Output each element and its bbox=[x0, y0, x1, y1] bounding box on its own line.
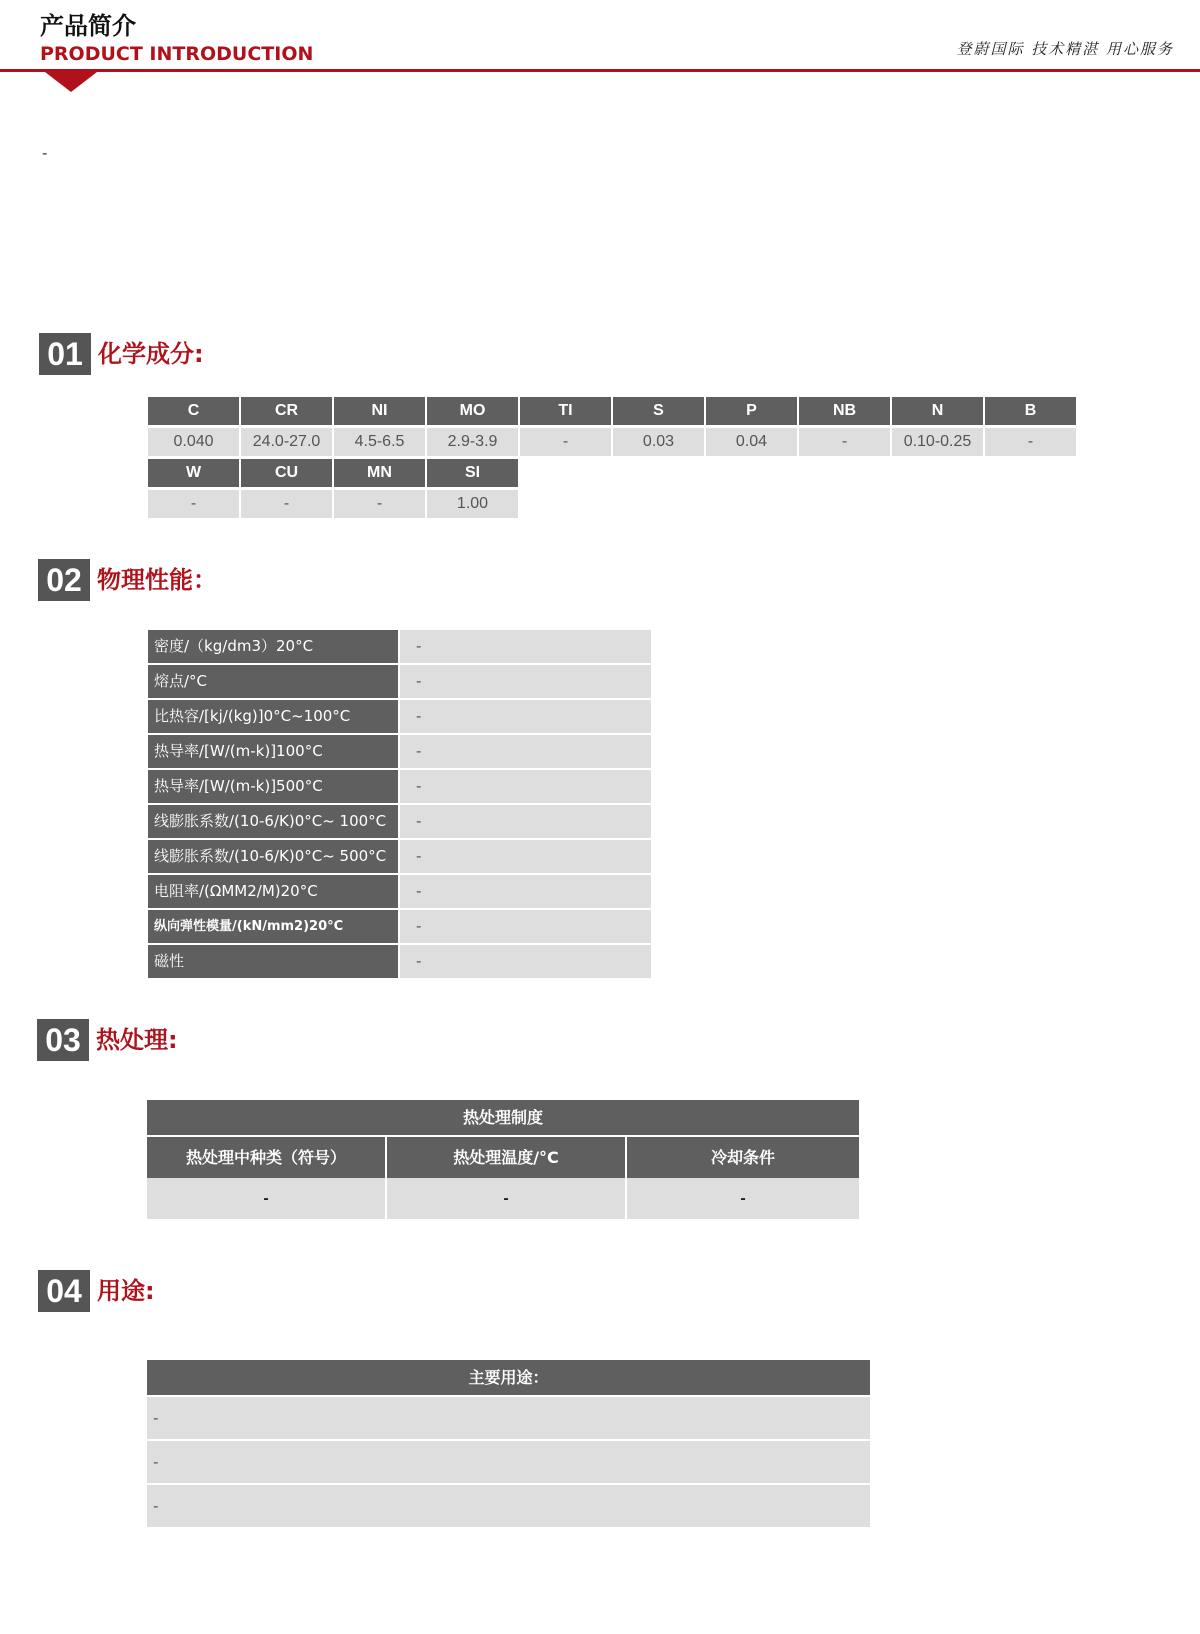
chem-value-row-1 bbox=[148, 428, 1078, 456]
chem-element-b: B bbox=[985, 397, 1076, 425]
phys-value: - bbox=[400, 630, 651, 663]
heat-value-temperature: - bbox=[387, 1178, 625, 1219]
chem-value-row-2 bbox=[148, 490, 1078, 518]
chem-element-ni: NI bbox=[334, 397, 425, 425]
heat-header-temperature: 热处理温度/°C bbox=[387, 1137, 625, 1178]
chem-value-mn: - bbox=[334, 490, 425, 518]
chem-value-ti: - bbox=[520, 428, 611, 456]
phys-label: 比热容/[kj/(kg)]0°C~100°C bbox=[148, 700, 398, 733]
table-row bbox=[148, 840, 651, 873]
phys-value: - bbox=[400, 770, 651, 803]
phys-label: 热导率/[W/(m-k)]500°C bbox=[148, 770, 398, 803]
physical-properties-table bbox=[148, 630, 651, 980]
phys-label: 线膨胀系数/(10-6/K)0°C~ 100°C bbox=[148, 805, 398, 838]
table-row bbox=[148, 875, 651, 908]
table-row bbox=[148, 700, 651, 733]
table-row bbox=[148, 945, 651, 978]
table-row bbox=[148, 770, 651, 803]
phys-value: - bbox=[400, 840, 651, 873]
chem-element-mn: MN bbox=[334, 459, 425, 487]
section-title-use: 用途: bbox=[97, 1277, 155, 1305]
chem-value-b: - bbox=[985, 428, 1076, 456]
chem-element-ti: TI bbox=[520, 397, 611, 425]
phys-value: - bbox=[400, 805, 651, 838]
list-item: - bbox=[147, 1441, 870, 1483]
heat-value-type: - bbox=[147, 1178, 385, 1219]
heat-header-row bbox=[147, 1137, 859, 1178]
chem-value-s: 0.03 bbox=[613, 428, 704, 456]
chem-header-row-2 bbox=[148, 459, 1078, 487]
section-number-phys: 02 bbox=[38, 559, 90, 601]
applications-table bbox=[147, 1360, 870, 1529]
phys-value: - bbox=[400, 700, 651, 733]
heat-treatment-table bbox=[147, 1100, 859, 1219]
use-table-title: 主要用途： bbox=[147, 1360, 870, 1395]
page-title-en: PRODUCT INTRODUCTION bbox=[40, 43, 314, 65]
table-row bbox=[148, 665, 651, 698]
chemical-composition-table bbox=[148, 397, 1078, 521]
chem-header-row-1 bbox=[148, 397, 1078, 425]
page-title-cn: 产品简介 bbox=[40, 12, 136, 40]
chem-value-cu: - bbox=[241, 490, 332, 518]
chem-element-s: S bbox=[613, 397, 704, 425]
phys-label: 线膨胀系数/(10-6/K)0°C~ 500°C bbox=[148, 840, 398, 873]
chem-element-p: P bbox=[706, 397, 797, 425]
table-row bbox=[148, 910, 651, 943]
company-slogan: 登蔚国际 技术精湛 用心服务 bbox=[956, 40, 1174, 58]
chem-element-n: N bbox=[892, 397, 983, 425]
chem-value-ni: 4.5-6.5 bbox=[334, 428, 425, 456]
section-title-heat: 热处理: bbox=[96, 1026, 178, 1054]
header-divider bbox=[0, 69, 1200, 72]
chem-element-mo: MO bbox=[427, 397, 518, 425]
heat-header-type: 热处理中种类（符号） bbox=[147, 1137, 385, 1178]
phys-label: 熔点/°C bbox=[148, 665, 398, 698]
chem-value-mo: 2.9-3.9 bbox=[427, 428, 518, 456]
section-title-chem: 化学成分: bbox=[98, 340, 204, 368]
chem-element-nb: NB bbox=[799, 397, 890, 425]
phys-label: 纵向弹性模量/(kN/mm2)20°C bbox=[148, 910, 398, 943]
phys-label: 电阻率/(ΩMM2/M)20°C bbox=[148, 875, 398, 908]
chem-value-nb: - bbox=[799, 428, 890, 456]
table-row bbox=[148, 735, 651, 768]
chem-value-n: 0.10-0.25 bbox=[892, 428, 983, 456]
phys-value: - bbox=[400, 735, 651, 768]
section-title-phys: 物理性能： bbox=[97, 566, 217, 594]
table-row bbox=[148, 630, 651, 663]
heat-value-cooling: - bbox=[627, 1178, 859, 1219]
table-row bbox=[148, 805, 651, 838]
chem-value-w: - bbox=[148, 490, 239, 518]
phys-label: 密度/（kg/dm3）20°C bbox=[148, 630, 398, 663]
phys-value: - bbox=[400, 910, 651, 943]
chem-value-cr: 24.0-27.0 bbox=[241, 428, 332, 456]
phys-label: 磁性 bbox=[148, 945, 398, 978]
list-item: - bbox=[147, 1485, 870, 1527]
section-number-use: 04 bbox=[38, 1270, 90, 1312]
phys-value: - bbox=[400, 665, 651, 698]
chem-value-si: 1.00 bbox=[427, 490, 518, 518]
heat-value-row bbox=[147, 1178, 859, 1219]
phys-label: 热导率/[W/(m-k)]100°C bbox=[148, 735, 398, 768]
section-number-heat: 03 bbox=[37, 1019, 89, 1061]
chem-element-cu: CU bbox=[241, 459, 332, 487]
chem-value-p: 0.04 bbox=[706, 428, 797, 456]
chem-value-c: 0.040 bbox=[148, 428, 239, 456]
chem-element-w: W bbox=[148, 459, 239, 487]
chem-element-c: C bbox=[148, 397, 239, 425]
heat-table-title: 热处理制度 bbox=[147, 1100, 859, 1135]
list-item: - bbox=[147, 1397, 870, 1439]
section-number-chem: 01 bbox=[39, 333, 91, 375]
phys-value: - bbox=[400, 875, 651, 908]
chem-element-si: SI bbox=[427, 459, 518, 487]
phys-value: - bbox=[400, 945, 651, 978]
header-pointer-arrow bbox=[45, 72, 97, 92]
heat-header-cooling: 冷却条件 bbox=[627, 1137, 859, 1178]
chem-element-cr: CR bbox=[241, 397, 332, 425]
intro-text: - bbox=[42, 144, 48, 162]
